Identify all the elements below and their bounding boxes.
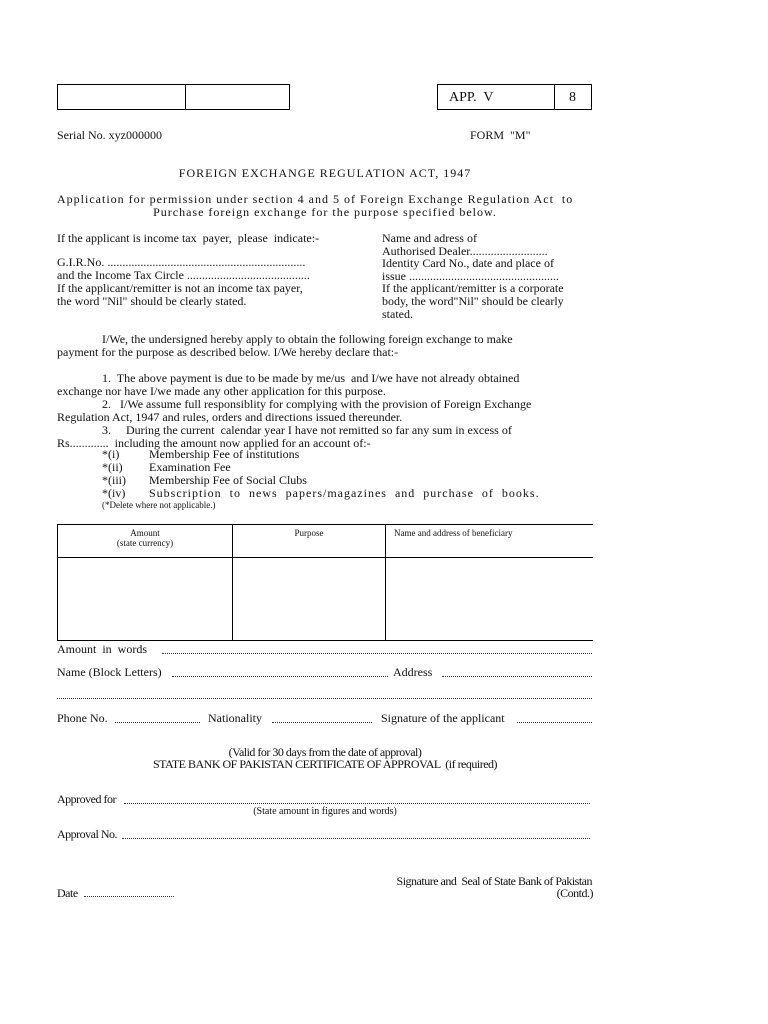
dealer-info-line: Name and adress of <box>382 231 477 245</box>
application-heading-line: Application for permission under section 4 and 5 of Foreign Exchange Regulation Act to <box>57 192 574 206</box>
beneficiary-header-label: Name and address of beneficiary <box>394 528 513 538</box>
contd-label: (Contd.) <box>556 886 593 900</box>
date-field[interactable] <box>84 896 174 897</box>
approved-for-field[interactable] <box>124 803 590 804</box>
approval-no-field[interactable] <box>122 838 590 839</box>
dealer-info-line: Identity Card No., date and place of <box>382 256 554 270</box>
clause-line: 1. The above payment is due to be made by me/us and I/we have not already obtained <box>102 371 520 385</box>
approved-for-label: Approved for <box>57 792 116 806</box>
option-text: Examination Fee <box>149 460 231 474</box>
clause-line: 3. During the current calendar year I have not remitted so far any sum in excess of <box>102 423 512 437</box>
option-number: *(ii) <box>102 460 123 474</box>
beneficiary-cell[interactable] <box>386 558 594 641</box>
tax-info-line: If the applicant is income tax payer, please indicate:- <box>57 231 320 245</box>
name-label: Name (Block Letters) <box>57 665 162 679</box>
amount-header-sublabel: (state currency) <box>116 538 174 548</box>
app-number: 8 <box>569 90 576 105</box>
clause-line: Regulation Act, 1947 and rules, orders and directions issued thereunder. <box>57 410 403 424</box>
dealer-info-line: body, the word"Nil" should be clearly <box>382 294 564 308</box>
signature-label: Signature of the applicant <box>381 711 505 725</box>
act-title: FOREIGN EXCHANGE REGULATION ACT, 1947 <box>178 166 472 180</box>
tax-info-line: and the Income Tax Circle ......................................... <box>57 268 310 282</box>
option-text: Subscription to news papers/magazines and purchase of books. <box>149 486 540 500</box>
phone-field[interactable] <box>115 722 200 723</box>
tax-info-line: If the applicant/remitter is not an income tax payer, <box>57 281 303 295</box>
table-row <box>58 558 594 641</box>
purpose-header <box>233 525 386 558</box>
amount-cell[interactable] <box>58 558 233 641</box>
date-label: Date <box>57 886 78 900</box>
table-header-row <box>58 525 594 558</box>
validity-note: (Valid for 30 days from the date of approval) <box>228 745 422 759</box>
nationality-label: Nationality <box>208 711 262 725</box>
name-field[interactable] <box>172 676 388 677</box>
address-field[interactable] <box>442 676 592 677</box>
amount-words-field[interactable] <box>162 653 592 654</box>
sbp-signature-label: Signature and Seal of State Bank of Pakistan <box>396 874 592 888</box>
purpose-cell[interactable] <box>233 558 386 641</box>
tax-info-line: G.I.R.No. .................................................................. <box>57 255 306 269</box>
app-number-box <box>554 84 592 110</box>
option-text: Membership Fee of Social Clubs <box>149 473 307 487</box>
amount-words-label: Amount in words <box>57 642 147 656</box>
address-label: Address <box>393 665 433 679</box>
clause-line: Rs............. including the amount now applied for an account of:- <box>57 436 371 450</box>
option-number: *(iii) <box>102 473 126 487</box>
top-left-box-1 <box>57 84 186 110</box>
approval-no-label: Approval No. <box>57 827 117 841</box>
nationality-field[interactable] <box>272 722 372 723</box>
delete-note: (*Delete where not applicable.) <box>102 500 216 510</box>
clause-line: 2. I/We assume full responsiblity for complying with the provision of Foreign Exchange <box>102 397 532 411</box>
signature-field[interactable] <box>517 722 592 723</box>
beneficiary-header <box>386 525 594 558</box>
serial-number: Serial No. xyz000000 <box>57 128 162 142</box>
dealer-info-line: issue .................................................. <box>382 269 559 283</box>
app-code-label: APP. V <box>449 90 494 105</box>
option-number: *(iv) <box>102 486 126 500</box>
beneficiary-table <box>57 524 593 641</box>
option-number: *(i) <box>102 447 120 461</box>
option-text: Membership Fee of institutions <box>149 447 300 461</box>
app-code-box <box>437 84 555 110</box>
declaration-line: I/We, the undersigned hereby apply to obtain the following foreign exchange to make <box>102 332 513 346</box>
amount-header <box>58 525 233 558</box>
phone-label: Phone No. <box>57 711 108 725</box>
dealer-info-line: If the applicant/remitter is a corporate <box>382 281 564 295</box>
purpose-header-label: Purpose <box>294 528 324 538</box>
certificate-title: STATE BANK OF PAKISTAN CERTIFICATE OF APPROVAL (if required) <box>152 757 498 771</box>
form-label: FORM "M" <box>470 128 531 142</box>
declaration-line: payment for the purpose as described below. I/We hereby declare that:- <box>57 345 399 359</box>
top-left-box-2 <box>185 84 290 110</box>
tax-info-line: the word "Nil" should be clearly stated. <box>57 294 247 308</box>
state-amount-note: (State amount in figures and words) <box>253 806 397 817</box>
clause-line: exchange nor have I/we made any other application for this purpose. <box>57 384 386 398</box>
amount-header-label: Amount <box>130 528 160 538</box>
dealer-info-line: stated. <box>382 307 413 321</box>
dealer-info-line: Authorised Dealer.......................... <box>382 244 548 258</box>
application-heading-line: Purchase foreign exchange for the purpose specified below. <box>153 205 497 219</box>
address-continuation-field[interactable] <box>57 698 592 699</box>
